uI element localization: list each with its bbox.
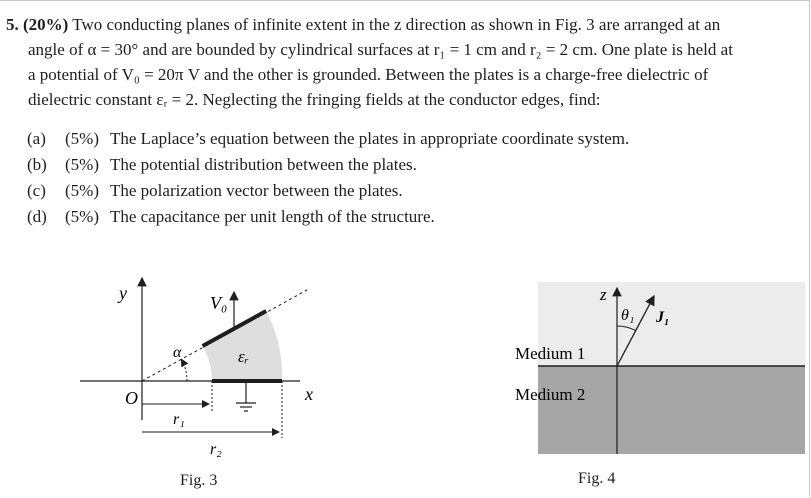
sub-question-text: The potential distribution between the plates. (110, 155, 417, 174)
problem-number: 5. (6, 15, 19, 34)
theta-label: θ₁ (621, 307, 635, 324)
sub-question-points: (5%) (65, 207, 99, 226)
fig4-caption: Fig. 4 (578, 470, 616, 487)
problem-text-1: Two conducting planes of infinite extent in the z direction as shown in Fig. 3 are arranged at an (72, 15, 721, 34)
problem-line-3: a potential of V₀ = 20π V and the other is grounded. Between the plates is a charge-free dielectric of (28, 65, 709, 84)
sub-question-text: The Laplace’s equation between the plates in appropriate coordinate system. (110, 129, 630, 148)
medium-2-region (538, 366, 805, 454)
sub-question-label: (b) (27, 155, 47, 174)
problem-line-4: dielectric constant εᵣ = 2. Neglecting the fringing fields at the conductor edges, find: (28, 90, 601, 109)
problem-weight: (20%) (23, 15, 69, 34)
fig3-caption: Fig. 3 (180, 472, 218, 489)
r1-label: r₁ (173, 411, 185, 428)
sub-question-label: (c) (27, 181, 46, 200)
origin-label: O (125, 388, 138, 408)
r2-label: r₂ (210, 441, 222, 458)
medium-2-label: Medium 2 (515, 385, 586, 404)
sub-question-points: (5%) (65, 129, 99, 148)
medium-1-label: Medium 1 (515, 344, 586, 363)
sub-question-points: (5%) (65, 155, 99, 174)
sub-question-label: (a) (27, 129, 46, 148)
angle-label: α (173, 344, 182, 361)
sub-question-text: The polarization vector between the plates. (110, 181, 403, 200)
y-axis-label: y (119, 283, 127, 303)
sub-question-label: (d) (27, 207, 47, 226)
dielectric-label: εᵣ (238, 347, 249, 366)
problem-line-2: angle of α = 30° and are bounded by cylindrical surfaces at r₁ = 1 cm and r₂ = 2 cm. One plate is held at (28, 40, 733, 59)
current-label: J₁ (656, 309, 670, 326)
x-axis-label: x (305, 384, 313, 404)
voltage-label: V₀ (210, 293, 228, 313)
z-axis-label: z (600, 285, 607, 304)
sub-question-text: The capacitance per unit length of the structure. (110, 207, 435, 226)
sub-question-points: (5%) (65, 181, 99, 200)
